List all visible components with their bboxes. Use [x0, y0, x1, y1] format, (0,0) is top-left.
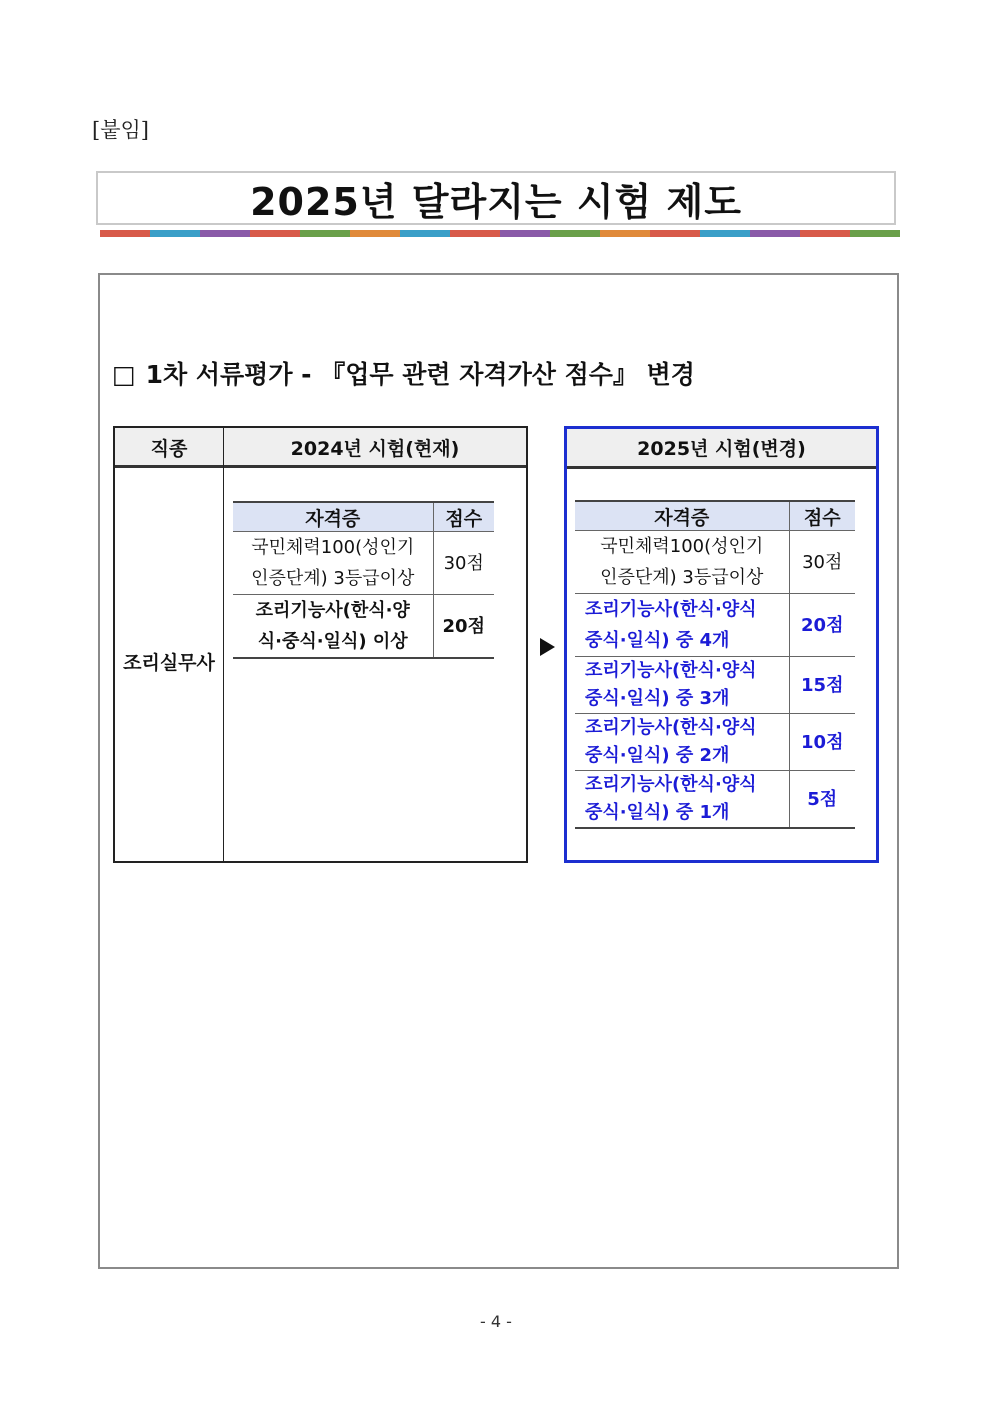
cert-table-header — [233, 502, 494, 532]
cert-line: 중식·일식) 중 1개 — [585, 802, 730, 823]
cert-line: 국민체력100(성인기 — [600, 536, 764, 557]
cert-table-header — [575, 501, 855, 531]
column-header-exam-2024: 2024년 시험(현재) — [290, 437, 460, 460]
column-divider — [223, 428, 224, 861]
stripe-segment — [800, 230, 850, 237]
column-header-exam-2025: 2025년 시험(변경) — [567, 429, 876, 469]
stripe-segment — [400, 230, 450, 237]
cert-line: 중식·일식) 중 3개 — [585, 688, 730, 709]
right-arrow-icon — [540, 638, 555, 656]
cert-line: 조리기능사(한식·양 — [255, 600, 410, 621]
column-header-job: 직종 — [150, 437, 188, 460]
score-cell: 15점 — [789, 657, 855, 714]
cert-line: 조리기능사(한식·양식 — [585, 599, 757, 620]
table-row — [233, 595, 494, 659]
changed-cert-table — [575, 500, 855, 829]
score-cell: 20점 — [433, 595, 494, 659]
cert-line: 식·중식·일식) 이상 — [257, 631, 408, 652]
cert-line: 인증단계) 3등급이상 — [600, 567, 764, 588]
cert-cell — [575, 657, 789, 714]
table-row — [233, 532, 494, 595]
cert-cell — [575, 714, 789, 771]
stripe-segment — [600, 230, 650, 237]
table-row — [575, 771, 855, 829]
stripe-segment — [100, 230, 150, 237]
job-type: 조리실무사 — [123, 652, 215, 674]
cert-line: 인증단계) 3등급이상 — [251, 568, 415, 589]
stripe-segment — [750, 230, 800, 237]
cert-cell — [233, 532, 433, 595]
section-heading-text: 1차 서류평가 - 『업무 관련 자격가산 점수』 변경 — [145, 360, 695, 389]
cert-line: 조리기능사(한식·양식 — [585, 660, 757, 681]
stripe-segment — [250, 230, 300, 237]
cert-cell — [575, 594, 789, 657]
stripe-segment — [150, 230, 200, 237]
score-cell: 30점 — [789, 531, 855, 594]
stripe-segment — [350, 230, 400, 237]
stripe-segment — [550, 230, 600, 237]
table-row — [575, 594, 855, 657]
section-heading — [112, 355, 695, 391]
cert-cell — [575, 531, 789, 594]
score-header: 점수 — [433, 502, 494, 532]
table-row — [575, 714, 855, 771]
title-box — [96, 171, 896, 225]
cert-line: 중식·일식) 중 2개 — [585, 745, 730, 766]
cert-header: 자격증 — [233, 502, 433, 532]
page-number: - 4 - — [480, 1312, 512, 1331]
current-cert-table — [233, 501, 494, 659]
stripe-segment — [200, 230, 250, 237]
cert-cell — [233, 595, 433, 659]
score-cell: 5점 — [789, 771, 855, 829]
stripe-segment — [850, 230, 900, 237]
cert-line: 조리기능사(한식·양식 — [585, 717, 757, 738]
score-cell: 30점 — [433, 532, 494, 595]
attachment-label: [붙임] — [92, 118, 149, 142]
stripe-segment — [500, 230, 550, 237]
cert-header: 자격증 — [575, 501, 789, 531]
stripe-segment — [650, 230, 700, 237]
cert-line: 중식·일식) 중 4개 — [585, 630, 730, 651]
score-cell: 10점 — [789, 714, 855, 771]
cert-line: 조리기능사(한식·양식 — [585, 774, 757, 795]
page-title: 2025년 달라지는 시험 제도 — [250, 179, 742, 224]
table-row — [575, 657, 855, 714]
cert-cell — [575, 771, 789, 829]
cert-line: 국민체력100(성인기 — [251, 537, 415, 558]
stripe-segment — [450, 230, 500, 237]
stripe-segment — [300, 230, 350, 237]
score-header: 점수 — [789, 501, 855, 531]
stripe-segment — [700, 230, 750, 237]
table-row — [575, 531, 855, 594]
decorative-stripe — [100, 230, 900, 237]
score-cell: 20점 — [789, 594, 855, 657]
checkbox-symbol: □ — [112, 360, 136, 389]
